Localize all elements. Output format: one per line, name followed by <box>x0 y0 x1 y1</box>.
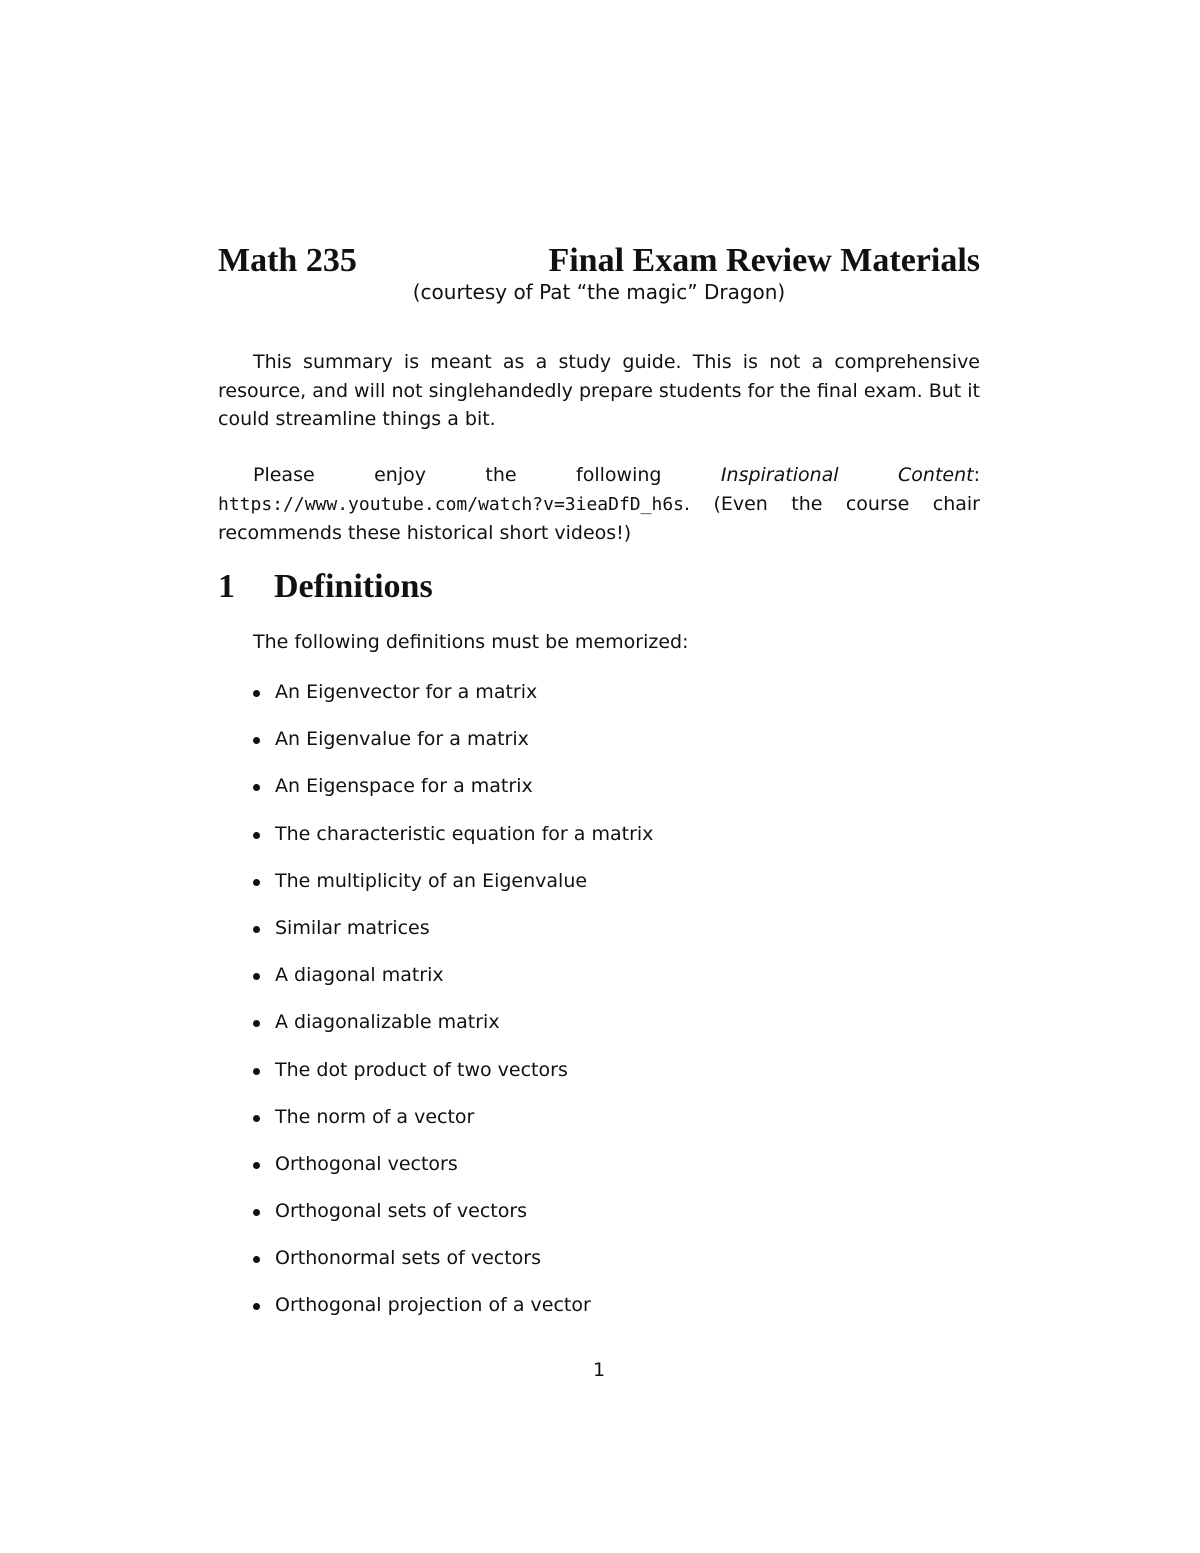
list-item: A diagonalizable matrix <box>253 1007 653 1054</box>
inspiration-paragraph <box>218 461 980 548</box>
document-title: Final Exam Review Materials <box>548 242 980 279</box>
definitions-list <box>253 677 653 1338</box>
list-item: Orthogonal vectors <box>253 1149 653 1196</box>
list-item: An Eigenspace for a matrix <box>253 771 653 818</box>
list-item: An Eigenvalue for a matrix <box>253 724 653 771</box>
list-item: An Eigenvector for a matrix <box>253 677 653 724</box>
intro-paragraph: This summary is meant as a study guide. This is not a comprehensive resource, and will not singlehandedly prepare students for the final exam. But it could streamline things a bit. <box>218 351 980 430</box>
section-intro: The following definitions must be memorized: <box>253 631 689 653</box>
list-item: Similar matrices <box>253 913 653 960</box>
list-item: The characteristic equation for a matrix <box>253 819 653 866</box>
inspiration-colon: : <box>973 464 980 486</box>
list-item: Orthonormal sets of vectors <box>253 1243 653 1290</box>
list-item: Orthogonal sets of vectors <box>253 1196 653 1243</box>
list-item: The multiplicity of an Eigenvalue <box>253 866 653 913</box>
document-subtitle: (courtesy of Pat “the magic” Dragon) <box>412 280 786 304</box>
inspiration-emphasis: Inspirational Content <box>720 464 974 486</box>
inspiration-lead: Please enjoy the following <box>253 464 721 486</box>
course-code: Math 235 <box>218 242 357 279</box>
list-item: The dot product of two vectors <box>253 1055 653 1102</box>
inspiration-tail: . (Even the course chair recommends these historical short videos!) <box>218 492 980 544</box>
list-item: Orthogonal projection of a vector <box>253 1290 653 1337</box>
list-item: The norm of a vector <box>253 1102 653 1149</box>
page-number: 1 <box>592 1359 606 1381</box>
section-number: 1 <box>218 568 235 605</box>
section-heading <box>218 562 433 612</box>
list-item: A diagonal matrix <box>253 960 653 1007</box>
section-title: Definitions <box>274 568 433 605</box>
youtube-link[interactable]: https://www.youtube.com/watch?v=3ieaDfD_h6s <box>218 493 684 515</box>
